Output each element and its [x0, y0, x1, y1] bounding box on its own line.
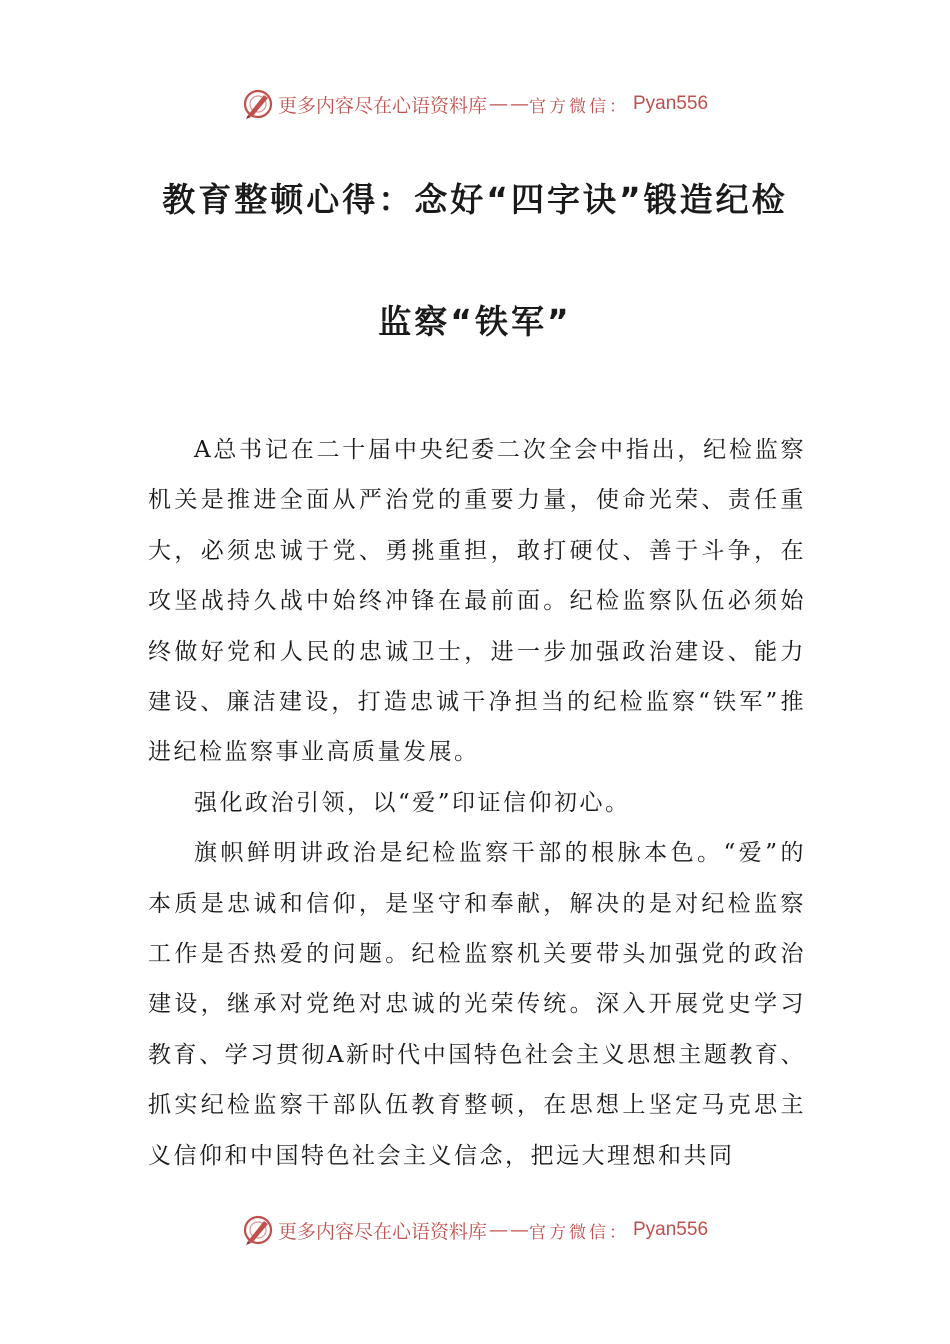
document-title-line-2: 监察“铁军” — [378, 302, 572, 341]
document-body — [148, 425, 806, 1181]
paragraph-heading-political: 强化政治引领，以“爱”印证信仰初心。 — [194, 789, 631, 816]
header-banner — [0, 84, 950, 124]
banner-separator: — — [489, 1219, 506, 1241]
banner-separator: — — [489, 93, 506, 115]
banner-text: 更多内容尽在心语资料库 — [277, 1220, 487, 1243]
footer-banner — [0, 1210, 950, 1250]
pen-logo-icon — [242, 1214, 274, 1246]
paragraph-political: 旗帜鲜明讲政治是纪检监察干部的根脉本色。“爱”的本质是忠诚和信仰，是坚守和奉献，解决的是对纪检监察工作是否热爱的问题。纪检监察机关要带头加强党的政治建设，继承对党绝对忠诚的光荣传统。深入开展党史学习教育、学习贯彻A新时代中国特色社会主义思想主题教育、抓实纪检监察干部队伍教育整顿，在思想上坚定马克思主义信仰和中国特色社会主义信念，把远大理想和共同 — [148, 840, 806, 1169]
banner-wechat-id: Pyan556 — [633, 1219, 709, 1240]
pen-logo-icon — [242, 88, 274, 120]
banner-separator: — — [510, 93, 527, 115]
banner-text: 更多内容尽在心语资料库 — [277, 94, 487, 117]
document-title-line-1: 教育整顿心得：念好“四字诀”锻造纪检 — [162, 180, 788, 219]
banner-wechat-label: 官方微信： — [529, 96, 629, 117]
paragraph-intro: A总书记在二十届中央纪委二次全会中指出，纪检监察机关是推进全面从严治党的重要力量，使命光荣、责任重大，必须忠诚于党、勇挑重担，敢打硬仗、善于斗争，在攻坚战持久战中始终冲锋在最前面。纪检监察队伍必须始终做好党和人民的忠诚卫士，进一步加强政治建设、能力建设、廉洁建设，打造忠诚干净担当的纪检监察“铁军”推进纪检监察事业高质量发展。 — [148, 437, 806, 766]
banner-separator: — — [510, 1219, 527, 1241]
banner-wechat-id: Pyan556 — [633, 93, 709, 114]
banner-wechat-label: 官方微信： — [529, 1222, 629, 1243]
